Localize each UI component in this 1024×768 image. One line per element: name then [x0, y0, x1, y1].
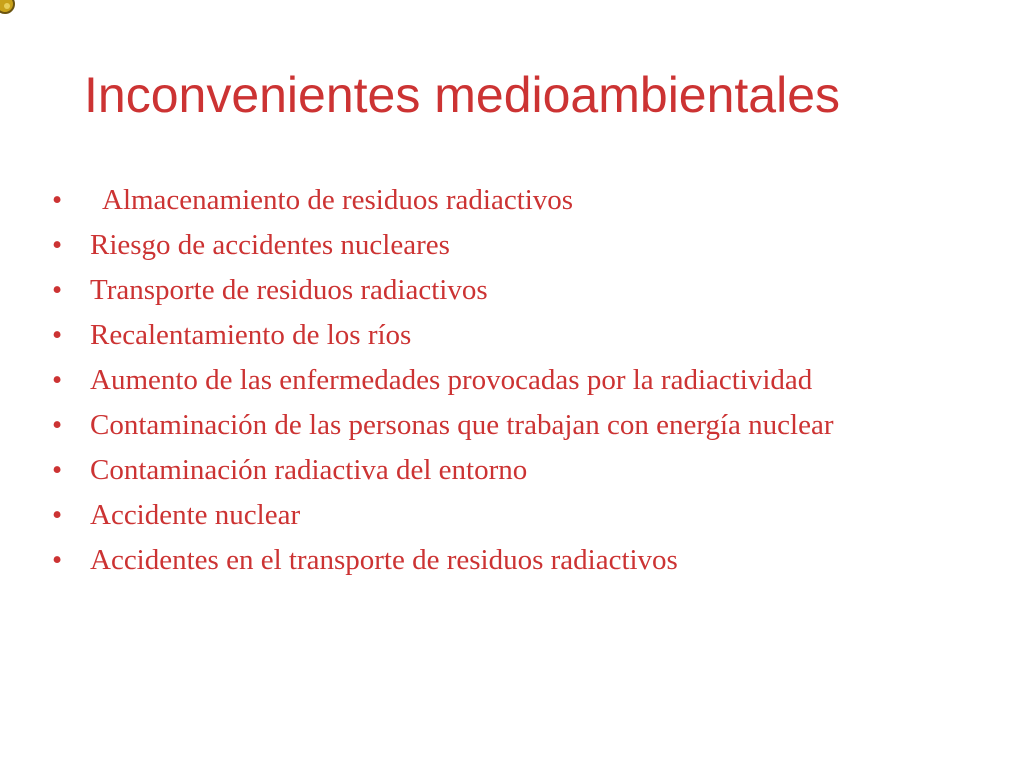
bullet-icon: • — [52, 319, 63, 351]
bullet-icon: • — [52, 409, 63, 441]
bullet-icon: • — [52, 544, 63, 576]
list-item-text: Transporte de residuos radiactivos — [90, 274, 488, 306]
list-item-text: Accidente nuclear — [90, 499, 301, 531]
bullet-icon: • — [52, 229, 63, 261]
gold-dot-icon — [0, 0, 16, 15]
bullet-icon: • — [52, 499, 63, 531]
bullet-icon: • — [52, 454, 63, 486]
list-item — [52, 178, 834, 223]
list-item — [52, 268, 834, 313]
list-item — [52, 313, 834, 358]
list-item-text: Aumento de las enfermedades provocadas por la radiactividad — [90, 364, 813, 396]
list-item — [52, 403, 834, 448]
list-item-text: Riesgo de accidentes nucleares — [90, 229, 450, 261]
list-item-text: Contaminación radiactiva del entorno — [90, 454, 528, 486]
bullet-icon: • — [52, 364, 63, 396]
list-item-text: Almacenamiento de residuos radiactivos — [102, 184, 574, 216]
list-item — [52, 538, 834, 583]
list-item — [52, 448, 834, 493]
list-item-text: Recalentamiento de los ríos — [90, 319, 412, 351]
list-item — [52, 223, 834, 268]
list-item-text: Accidentes en el transporte de residuos radiactivos — [90, 544, 678, 576]
bullet-icon: • — [52, 184, 63, 216]
slide-title: Inconvenientes medioambientales — [84, 67, 841, 123]
bullet-list — [52, 178, 834, 583]
list-item — [52, 493, 834, 538]
list-item — [52, 358, 834, 403]
list-item-text: Contaminación de las personas que trabajan con energía nuclear — [90, 409, 834, 441]
bullet-icon: • — [52, 274, 63, 306]
